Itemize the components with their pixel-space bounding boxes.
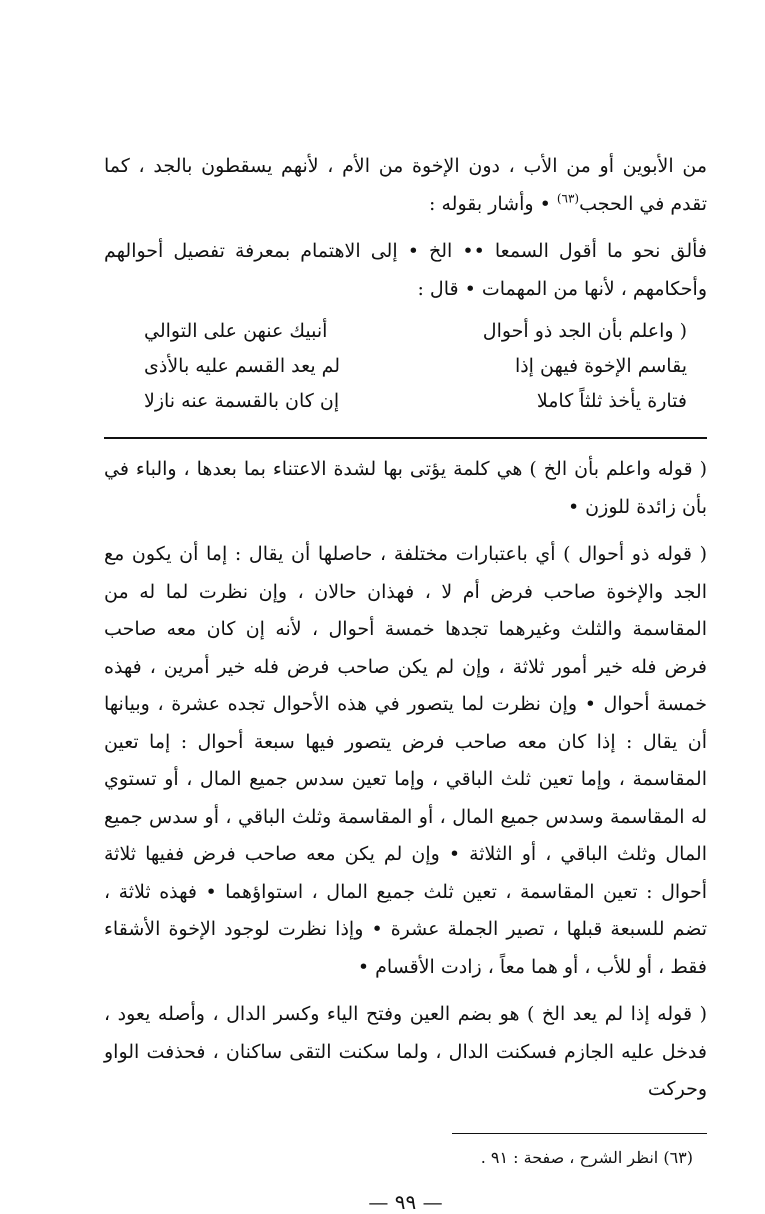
verse-3-second-hemistich: إن كان بالقسمة عنه نازلا xyxy=(144,390,340,412)
commentary-paragraph-2: ( قوله ذو أحوال ) أي باعتبارات مختلفة ، حاصلها أن يقال : إما أن يكون مع الجد والإخوة صاحب فرض أم لا ، فهذان حالان ، وإن نظرت لما له من المقاسمة والثلث وغيرهما تجدها خمسة أحوال ، لأنه إن كان معه صاحب فرض فله خير أمور ثلاثة ، وإن لم يكن صاحب فرض فله خير أمرين ، فهذه خمسة أحوال • وإن نظرت لما يتصور في هذه الأحوال تجده عشرة ، وبيانها أن يقال : إذا كان معه صاحب فرض يتصور فيها سبعة أحوال : إما تعين المقاسمة ، وإما تعين ثلث الباقي ، وإما تعين سدس جميع المال ، أو تستوي له المقاسمة وسدس جميع المال ، أو المقاسمة وثلث الباقي ، أو سدس جميع المال وثلث الباقي ، أو الثلاثة • وإن لم يكن معه صاحب فرض ففيها ثلاثة أحوال : تعين المقاسمة ، تعين ثلث جميع المال ، استواؤهما • فهذه ثلاثة ، تضم للسبعة قبلها ، تصير الجملة عشرة • وإذا نظرت لوجود الإخوة الأشقاء فقط ، أو للأب ، أو هما معاً ، زادت الأقسام • xyxy=(104,543,707,978)
verse-1-first-hemistich: ( واعلم بأن الجد ذو أحوال xyxy=(482,320,687,342)
footnote-divider xyxy=(452,1133,707,1134)
verse-block xyxy=(104,314,707,419)
commentary-paragraph-3: ( قوله إذا لم يعد الخ ) هو بضم العين وفتح الياء وكسر الدال ، وأصله يعود ، فدخل عليه الجازم فسكنت الدال ، ولما سكنت التقى ساكنان ، فحذفت الواو وحركت xyxy=(104,1003,707,1100)
intro-line-1: من الأبوين أو من الأب ، دون الإخوة من الأم ، لأنهم يسقطون بالجد ، كما تقدم xyxy=(104,155,707,215)
footnote-reference[interactable]: (٦٣) xyxy=(556,191,580,206)
main-paragraph-2: فألق نحو ما أقول السمعا •• الخ • إلى الاهتمام بمعرفة تفصيل أحوالهم وأحكامهم ، لأنها من المهمات • قال : xyxy=(104,240,707,300)
commentary-divider xyxy=(104,437,707,439)
footnote: (٦٣) انظر الشرح ، صفحة : ٩١ . xyxy=(480,1147,693,1167)
verse-3-first-hemistich: فتارة يأخذ ثلثاً كاملا xyxy=(536,390,687,412)
commentary-paragraph-1: ( قوله واعلم بأن الخ ) هي كلمة يؤتى بها لشدة الاعتناء بما بعدها ، والباء في بأن زائدة للوزن • xyxy=(104,458,707,518)
intro-line-2-start: في الحجب xyxy=(579,192,665,215)
verse-1-second-hemistich: أنبيك عنهن على التوالي xyxy=(144,320,328,342)
verse-2-first-hemistich: يقاسم الإخوة فيهن إذا xyxy=(514,355,687,377)
intro-line-2-end: • وأشار بقوله : xyxy=(429,192,557,215)
verse-line-3 xyxy=(104,384,707,419)
verse-line-1 xyxy=(104,314,707,349)
verse-2-second-hemistich: لم يعد القسم عليه بالأذى xyxy=(144,355,341,377)
verse-line-2 xyxy=(104,349,707,384)
intro-paragraph xyxy=(104,148,707,223)
page-number: — ٩٩ — xyxy=(368,1189,443,1214)
